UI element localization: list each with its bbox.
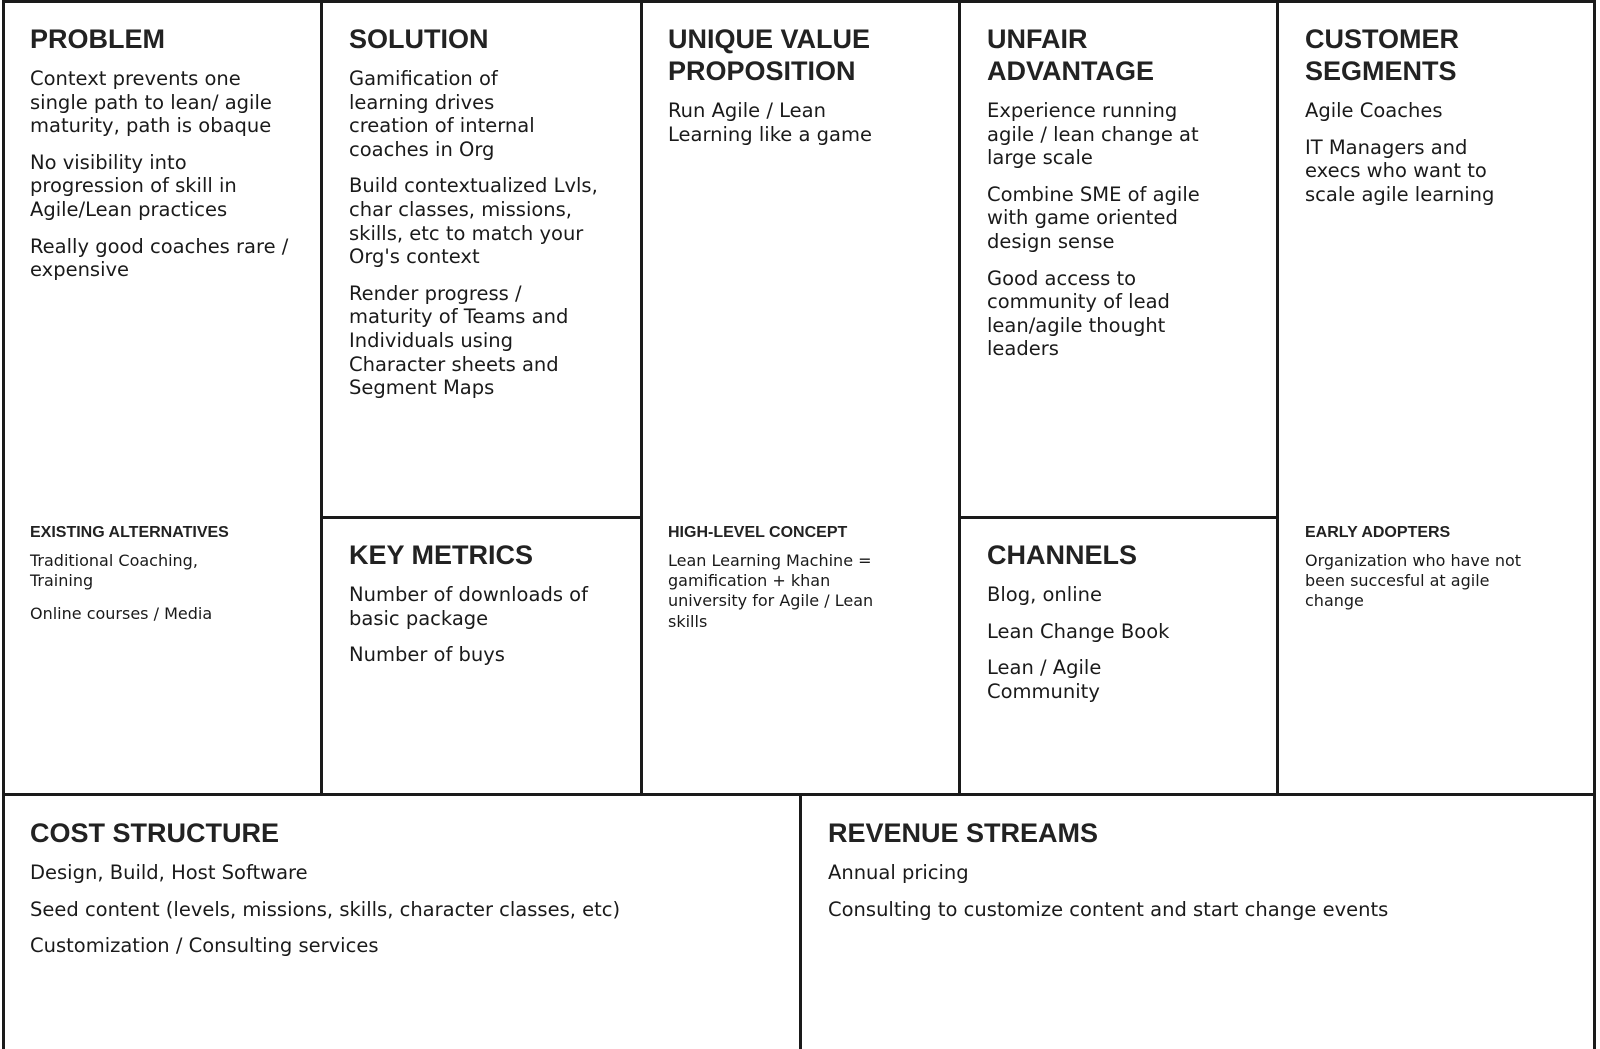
- unfair-advantage-items: [987, 99, 1257, 361]
- divider-col-3: [958, 0, 961, 796]
- revenue-streams-item: Annual pricing: [828, 861, 969, 884]
- high-level-concept-items: [668, 551, 938, 632]
- early-adopters-item: Organization who have not been succesful at agile change: [1305, 551, 1522, 611]
- customer-segments-title: CUSTOMER SEGMENTS: [1305, 24, 1460, 86]
- solution-items: [349, 67, 619, 400]
- customer-segments-item: Agile Coaches: [1305, 99, 1443, 122]
- existing-alternatives-section: [30, 523, 300, 638]
- solution-item: Render progress / maturity of Teams and Individuals using Character sheets and Segment Maps: [349, 281, 569, 400]
- early-adopters-title: EARLY ADOPTERS: [1305, 524, 1451, 541]
- existing-alternatives-title: EXISTING ALTERNATIVES: [30, 524, 229, 541]
- divider-cost-revenue: [799, 793, 802, 1049]
- problem-item: Context prevents one single path to lean/ agile maturity, path is obaque: [30, 67, 272, 138]
- key-metrics-section: [349, 539, 619, 680]
- border-top: [2, 0, 1596, 3]
- existing-alternatives-items: [30, 551, 300, 625]
- cost-structure-item: Customization / Consulting services: [30, 934, 379, 958]
- channels-item: Lean / Agile Community: [987, 656, 1102, 703]
- early-adopters-items: [1305, 551, 1575, 612]
- unfair-advantage-item: Experience running agile / lean change at large scale: [987, 99, 1199, 170]
- existing-alternatives-item: Traditional Coaching, Training: [30, 551, 198, 591]
- cost-structure-title: COST STRUCTURE: [30, 818, 279, 848]
- cost-structure-item: Seed content (levels, missions, skills, character classes, etc): [30, 897, 621, 921]
- revenue-streams-item: Consulting to customize content and start change events: [828, 897, 1389, 921]
- key-metrics-item: Number of buys: [349, 643, 505, 667]
- channels-title: CHANNELS: [987, 540, 1138, 570]
- key-metrics-title: KEY METRICS: [349, 540, 534, 570]
- cost-structure-section: [30, 817, 780, 971]
- unfair-advantage-section: [987, 23, 1257, 374]
- problem-section: [30, 23, 300, 295]
- border-right: [1593, 0, 1596, 1049]
- solution-title: SOLUTION: [349, 24, 489, 54]
- unique-value-proposition-item: Run Agile / Lean Learning like a game: [668, 99, 872, 146]
- revenue-streams-items: [828, 861, 1578, 921]
- unfair-advantage-title: UNFAIR ADVANTAGE: [987, 24, 1154, 86]
- border-left: [2, 0, 5, 1049]
- unfair-advantage-item: Good access to community of lead lean/agile thought leaders: [987, 266, 1170, 361]
- cost-structure-items: [30, 861, 780, 958]
- revenue-streams-title: REVENUE STREAMS: [828, 818, 1099, 848]
- early-adopters-section: [1305, 523, 1575, 625]
- customer-segments-item: IT Managers and execs who want to scale agile learning: [1305, 135, 1495, 206]
- high-level-concept-title: HIGH-LEVEL CONCEPT: [668, 524, 848, 541]
- channels-item: Lean Change Book: [987, 619, 1170, 643]
- problem-title: PROBLEM: [30, 24, 165, 54]
- revenue-streams-section: [828, 817, 1578, 934]
- divider-col-4: [1276, 0, 1279, 796]
- high-level-concept-section: [668, 523, 938, 645]
- divider-col-1: [320, 0, 323, 796]
- problem-item: No visibility into progression of skill in Agile/Lean practices: [30, 150, 237, 221]
- divider-solution-metrics: [320, 516, 643, 519]
- unique-value-proposition-items: [668, 99, 938, 146]
- solution-item: Gamification of learning drives creation of internal coaches in Org: [349, 67, 535, 161]
- solution-section: [349, 23, 619, 413]
- divider-col-2: [640, 0, 643, 796]
- channels-item: Blog, online: [987, 583, 1102, 606]
- unique-value-proposition-title: UNIQUE VALUE PROPOSITION: [668, 24, 871, 86]
- channels-section: [987, 539, 1257, 716]
- unfair-advantage-item: Combine SME of agile with game oriented design sense: [987, 182, 1200, 253]
- existing-alternatives-item: Online courses / Media: [30, 604, 213, 624]
- problem-items: [30, 67, 300, 282]
- customer-segments-items: [1305, 99, 1575, 206]
- customer-segments-section: [1305, 23, 1575, 219]
- channels-items: [987, 583, 1257, 703]
- unique-value-proposition-section: [668, 23, 938, 159]
- high-level-concept-item: Lean Learning Machine = gamification + khan university for Agile / Lean skills: [668, 551, 874, 631]
- key-metrics-item: Number of downloads of basic package: [349, 583, 588, 630]
- solution-item: Build contextualized Lvls, char classes, missions, skills, etc to match your Org's context: [349, 174, 598, 269]
- problem-item: Really good coaches rare / expensive: [30, 234, 289, 282]
- key-metrics-items: [349, 583, 619, 667]
- divider-advantage-channels: [958, 516, 1279, 519]
- cost-structure-item: Design, Build, Host Software: [30, 861, 308, 884]
